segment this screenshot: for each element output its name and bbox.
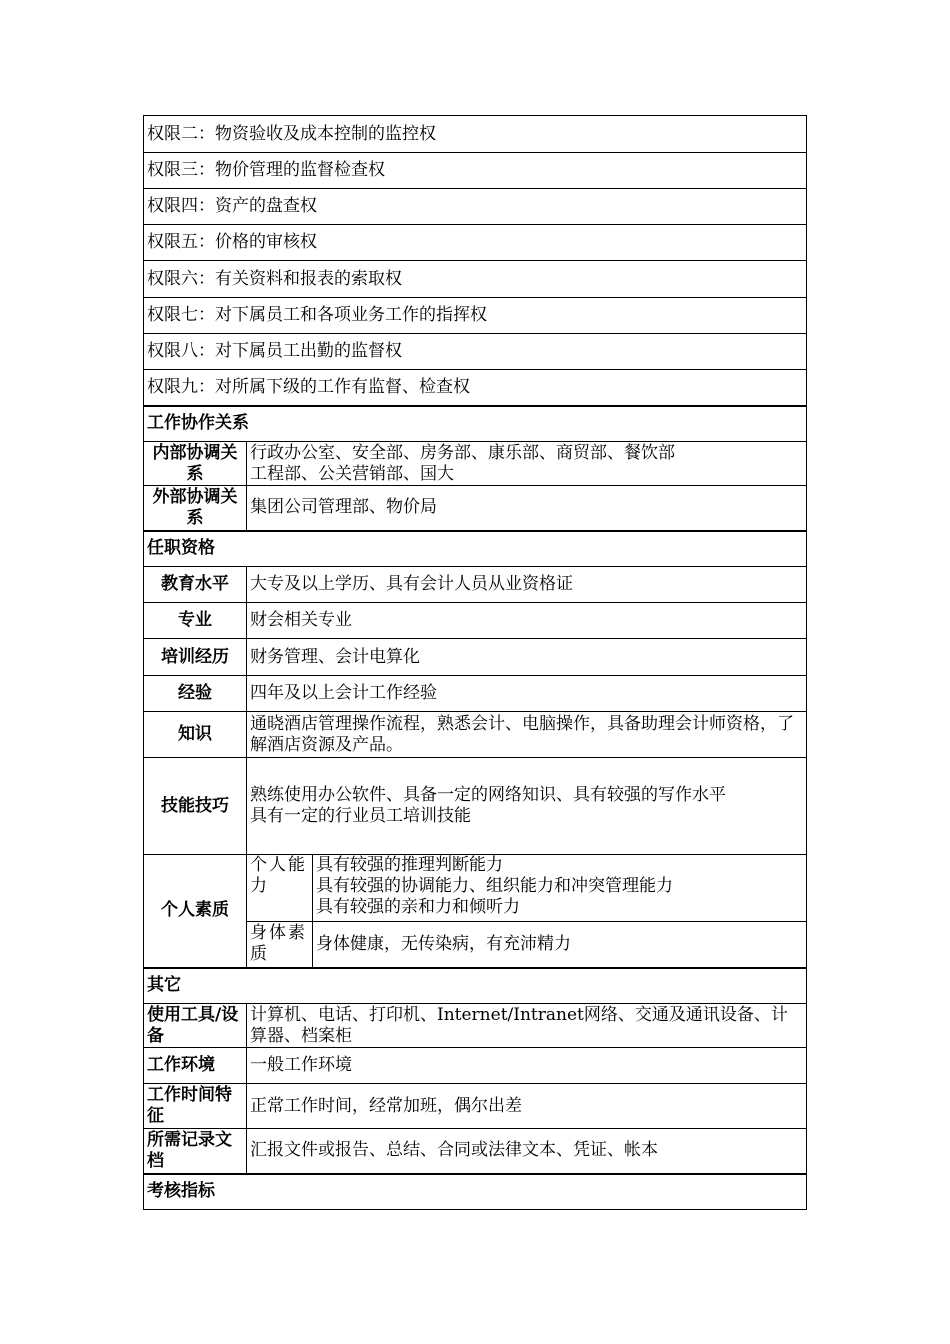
physical-value: 身体健康，无传染病，有充沛精力	[313, 922, 807, 968]
knowledge-row	[144, 712, 807, 758]
external-coordination-row	[144, 486, 807, 531]
environment-label: 工作环境	[144, 1048, 247, 1084]
tools-label: 使用工具/设备	[144, 1004, 247, 1048]
authority-row	[144, 189, 807, 225]
internal-line-2: 工程部、公关营销部、国大	[250, 463, 454, 484]
ability-line-3: 具有较强的亲和力和倾听力	[316, 897, 520, 917]
authority-row	[144, 225, 807, 261]
authority-2: 权限二：物资验收及成本控制的监控权	[144, 116, 807, 153]
internal-coordination-value	[247, 442, 807, 486]
section-assessment-title: 考核指标	[144, 1174, 807, 1210]
personal-quality-label: 个人素质	[144, 855, 247, 968]
section-qualification-title: 任职资格	[144, 531, 807, 567]
skills-label: 技能技巧	[144, 758, 247, 855]
authority-row	[144, 261, 807, 298]
physical-label: 身体素质	[247, 922, 313, 968]
work-time-value: 正常工作时间，经常加班，偶尔出差	[247, 1084, 807, 1129]
ability-value	[313, 855, 807, 922]
authority-row	[144, 370, 807, 406]
knowledge-label: 知识	[144, 712, 247, 758]
authority-3: 权限三：物价管理的监督检查权	[144, 153, 807, 189]
major-value: 财会相关专业	[247, 603, 807, 639]
work-time-row	[144, 1084, 807, 1129]
external-coordination-value: 集团公司管理部、物价局	[247, 486, 807, 531]
authority-row	[144, 298, 807, 334]
external-coordination-label: 外部协调关系	[144, 486, 247, 531]
ability-label: 个人能力	[247, 855, 313, 922]
authority-9: 权限九：对所属下级的工作有监督、检查权	[144, 370, 807, 406]
authority-row	[144, 334, 807, 370]
authority-8: 权限八：对下属员工出勤的监督权	[144, 334, 807, 370]
skills-line-2: 具有一定的行业员工培训技能	[250, 806, 471, 826]
training-value: 财务管理、会计电算化	[247, 639, 807, 676]
authority-row	[144, 116, 807, 153]
training-row	[144, 639, 807, 676]
education-label: 教育水平	[144, 567, 247, 603]
section-header-row	[144, 531, 807, 567]
section-cooperation-title: 工作协作关系	[144, 406, 807, 442]
major-row	[144, 603, 807, 639]
internal-line-1: 行政办公室、安全部、房务部、康乐部、商贸部、餐饮部	[250, 442, 675, 463]
work-time-label: 工作时间特征	[144, 1084, 247, 1129]
environment-row	[144, 1048, 807, 1084]
documents-row	[144, 1129, 807, 1174]
skills-line-1: 熟练使用办公软件、具备一定的网络知识、具有较强的写作水平	[250, 785, 726, 805]
skills-row	[144, 758, 807, 855]
training-label: 培训经历	[144, 639, 247, 676]
major-label: 专业	[144, 603, 247, 639]
skills-value	[247, 758, 807, 855]
experience-label: 经验	[144, 676, 247, 712]
environment-value: 一般工作环境	[247, 1048, 807, 1084]
tools-value: 计算机、电话、打印机、Internet/Intranet网络、交通及通讯设备、计算器、档案柜	[247, 1004, 807, 1048]
authority-4: 权限四：资产的盘查权	[144, 189, 807, 225]
authority-7: 权限七：对下属员工和各项业务工作的指挥权	[144, 298, 807, 334]
internal-coordination-label: 内部协调关系	[144, 442, 247, 486]
experience-row	[144, 676, 807, 712]
ability-line-2: 具有较强的协调能力、组织能力和冲突管理能力	[316, 876, 673, 896]
section-header-row	[144, 1174, 807, 1210]
knowledge-value: 通晓酒店管理操作流程，熟悉会计、电脑操作，具备助理会计师资格，了解酒店资源及产品。	[247, 712, 807, 758]
authority-5: 权限五：价格的审核权	[144, 225, 807, 261]
authority-6: 权限六：有关资料和报表的索取权	[144, 261, 807, 298]
ability-line-1: 具有较强的推理判断能力	[316, 855, 503, 875]
authority-row	[144, 153, 807, 189]
section-header-row	[144, 968, 807, 1004]
section-header-row	[144, 406, 807, 442]
documents-label: 所需记录文档	[144, 1129, 247, 1174]
job-description-table	[143, 115, 807, 1210]
personal-ability-row	[144, 855, 807, 922]
education-row	[144, 567, 807, 603]
section-other-title: 其它	[144, 968, 807, 1004]
experience-value: 四年及以上会计工作经验	[247, 676, 807, 712]
internal-coordination-row	[144, 442, 807, 486]
education-value: 大专及以上学历、具有会计人员从业资格证	[247, 567, 807, 603]
tools-row	[144, 1004, 807, 1048]
documents-value: 汇报文件或报告、总结、合同或法律文本、凭证、帐本	[247, 1129, 807, 1174]
